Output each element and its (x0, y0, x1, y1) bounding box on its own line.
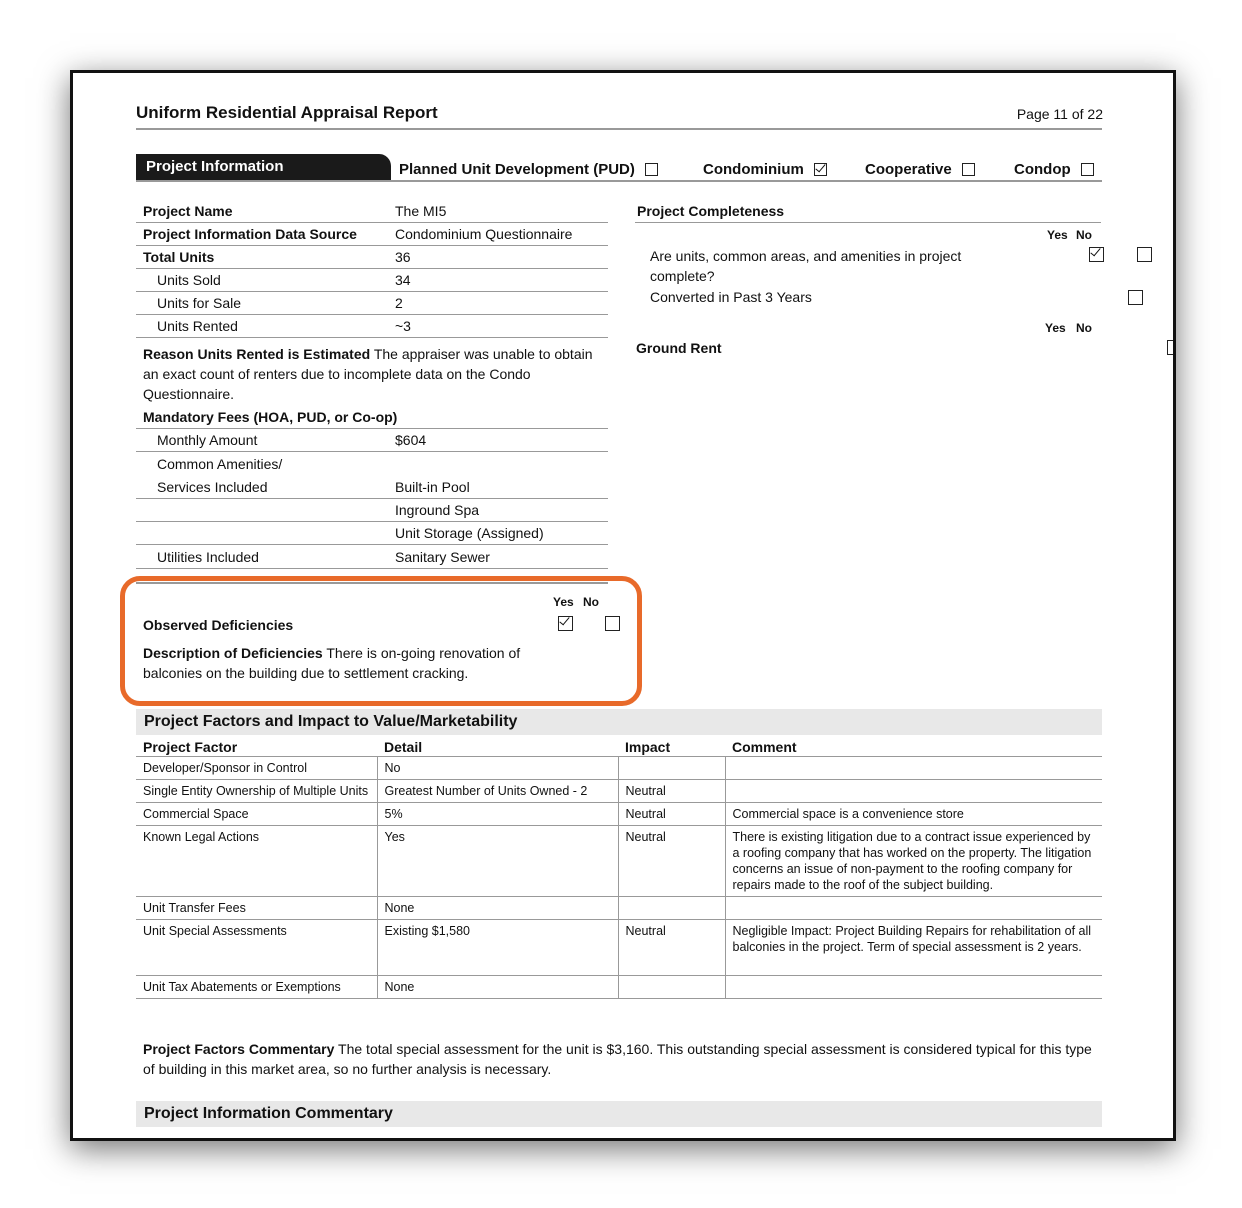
ground-rent-label: Ground Rent (636, 340, 722, 356)
comment-cell (725, 897, 1102, 920)
section-divider (136, 180, 1102, 182)
impact-cell (618, 757, 725, 780)
units-for-sale-value: 2 (395, 295, 403, 311)
project-name-value: The MI5 (395, 203, 447, 219)
impact-cell: Neutral (618, 920, 725, 976)
row-amenity-1 (136, 476, 608, 499)
factors-commentary-text: The total special assessment for the unit is $3,160. This outstanding special assessment is considered typical for this type of building in this market area, so no further analysis is necessary. (143, 1041, 1092, 1077)
factor-cell: Developer/Sponsor in Control (136, 757, 377, 780)
q-complete-no-checkbox[interactable] (1137, 247, 1152, 262)
comment-cell (725, 757, 1102, 780)
detail-cell: Yes (377, 826, 618, 897)
row-units-sold (136, 269, 608, 292)
impact-cell (618, 976, 725, 999)
impact-cell: Neutral (618, 780, 725, 803)
factor-cell: Commercial Space (136, 803, 377, 826)
factor-cell: Unit Special Assessments (136, 920, 377, 976)
units-rented-label: Units Rented (157, 318, 238, 334)
table-row (136, 803, 1102, 826)
units-rented-value: ~3 (395, 318, 411, 334)
utilities-value: Sanitary Sewer (395, 549, 490, 565)
factor-cell: Known Legal Actions (136, 826, 377, 897)
table-row (136, 780, 1102, 803)
total-units-label: Total Units (143, 249, 215, 265)
comment-cell: Negligible Impact: Project Building Repairs for rehabilitation of all balconies in the project. Term of special assessment is 2 years. (725, 920, 1102, 976)
factors-commentary (143, 1039, 1103, 1079)
data-source-value: Condominium Questionnaire (395, 226, 573, 242)
reason-label: Reason Units Rented is Estimated (143, 346, 371, 362)
detail-cell: None (377, 897, 618, 920)
description-label: Description of Deficiencies (143, 645, 323, 661)
impact-cell: Neutral (618, 803, 725, 826)
table-row (136, 897, 1102, 920)
utilities-label: Utilities Included (157, 549, 259, 565)
units-for-sale-label: Units for Sale (157, 295, 242, 311)
row-project-name (136, 200, 608, 223)
amenities-label-2: Services Included (157, 479, 268, 495)
type-condop-label: Condop (1014, 161, 1071, 178)
q-converted-yes-checkbox[interactable] (1128, 290, 1143, 305)
completeness-heading (635, 200, 1101, 223)
q-converted-label: Converted in Past 3 Years (650, 289, 812, 305)
ground-no-header: No (1076, 321, 1092, 335)
table-row (136, 920, 1102, 976)
comment-cell: Commercial space is a convenience store (725, 803, 1102, 826)
comment-cell (725, 780, 1102, 803)
table-row (136, 976, 1102, 999)
no-header: No (1076, 228, 1092, 242)
info-commentary-heading: Project Information Commentary (136, 1101, 1102, 1127)
data-source-label: Project Information Data Source (143, 226, 357, 242)
row-total-units (136, 246, 608, 269)
factors-heading: Project Factors and Impact to Value/Marketability (136, 709, 1102, 735)
reason-text: The appraiser was unable to obtain an exact count of renters due to incomplete data on the Condo Questionnaire. (143, 346, 593, 402)
col-comment: Comment (725, 736, 1102, 757)
detail-cell: 5% (377, 803, 618, 826)
row-amenities-label (136, 453, 608, 475)
row-amenity-2 (136, 499, 608, 522)
type-cooperative-label: Cooperative (865, 161, 952, 178)
type-condominium-label: Condominium (703, 161, 804, 178)
ground-yes-header: Yes (1045, 321, 1066, 335)
description-of-deficiencies (143, 643, 583, 683)
mandatory-fees-label: Mandatory Fees (HOA, PUD, or Co-op) (143, 409, 398, 425)
header-divider (136, 128, 1102, 130)
report-title: Uniform Residential Appraisal Report (136, 103, 438, 122)
amenity-value: Unit Storage (Assigned) (395, 525, 544, 541)
detail-cell: None (377, 976, 618, 999)
table-row (136, 757, 1102, 780)
factors-commentary-label: Project Factors Commentary (143, 1041, 335, 1057)
amenity-value: Inground Spa (395, 502, 480, 518)
table-row (136, 826, 1102, 897)
impact-cell: Neutral (618, 826, 725, 897)
def-yes-header: Yes (553, 595, 574, 609)
completeness-heading-text: Project Completeness (637, 203, 785, 219)
type-pud (399, 161, 658, 178)
type-pud-checkbox[interactable] (645, 163, 658, 176)
factor-cell: Unit Transfer Fees (136, 897, 377, 920)
row-monthly-amount (136, 429, 608, 452)
observed-yes-checkbox[interactable] (558, 616, 573, 631)
type-pud-label: Planned Unit Development (PUD) (399, 161, 635, 178)
comment-cell: There is existing litigation due to a contract issue experienced by a roofing company that has worked on the property. The litigation concerns an issue of non-payment to the roofing company for repairs made to the roof of the subject building. (725, 826, 1102, 897)
def-no-header: No (583, 595, 599, 609)
col-impact: Impact (618, 736, 725, 757)
impact-cell (618, 897, 725, 920)
units-sold-value: 34 (395, 272, 411, 288)
appraisal-page (70, 70, 1176, 1141)
description-text: There is on-going renovation of balconies on the building due to settlement cracking. (143, 645, 521, 681)
detail-cell: Greatest Number of Units Owned - 2 (377, 780, 618, 803)
type-cooperative (865, 161, 975, 178)
q-complete-yes-checkbox[interactable] (1089, 247, 1104, 262)
type-condop-checkbox[interactable] (1081, 163, 1094, 176)
factors-table (136, 736, 1102, 999)
type-condominium-checkbox[interactable] (814, 163, 827, 176)
detail-cell: Existing $1,580 (377, 920, 618, 976)
ground-rent-yes-checkbox[interactable] (1167, 340, 1176, 355)
type-condominium (703, 161, 827, 178)
amenities-label-1: Common Amenities/ (157, 456, 283, 472)
total-units-value: 36 (395, 249, 411, 265)
section-tab: Project Information (136, 154, 391, 180)
row-amenity-3 (136, 522, 608, 545)
col-project-factor: Project Factor (136, 736, 377, 757)
row-utilities (136, 546, 608, 569)
monthly-amount-value: $604 (395, 432, 427, 448)
observed-deficiencies-label: Observed Deficiencies (143, 617, 294, 633)
detail-cell: No (377, 757, 618, 780)
factor-cell: Unit Tax Abatements or Exemptions (136, 976, 377, 999)
page-number: Page 11 of 22 (1016, 106, 1103, 122)
project-name-label: Project Name (143, 203, 233, 219)
row-data-source (136, 223, 608, 246)
monthly-amount-label: Monthly Amount (157, 432, 258, 448)
comment-cell (725, 976, 1102, 999)
row-units-rented (136, 315, 608, 338)
amenity-value: Built-in Pool (395, 479, 470, 495)
type-cooperative-checkbox[interactable] (962, 163, 975, 176)
observed-no-checkbox[interactable] (605, 616, 620, 631)
yes-header: Yes (1047, 228, 1068, 242)
reason-units-rented (143, 344, 593, 404)
factor-cell: Single Entity Ownership of Multiple Units (136, 780, 377, 803)
col-detail: Detail (377, 736, 618, 757)
units-sold-label: Units Sold (157, 272, 221, 288)
row-units-for-sale (136, 292, 608, 315)
type-condop (1014, 161, 1094, 178)
factors-header-row (136, 736, 1102, 757)
row-mandatory-fees (136, 406, 608, 429)
q-complete-label: Are units, common areas, and amenities in project complete? (650, 248, 962, 284)
